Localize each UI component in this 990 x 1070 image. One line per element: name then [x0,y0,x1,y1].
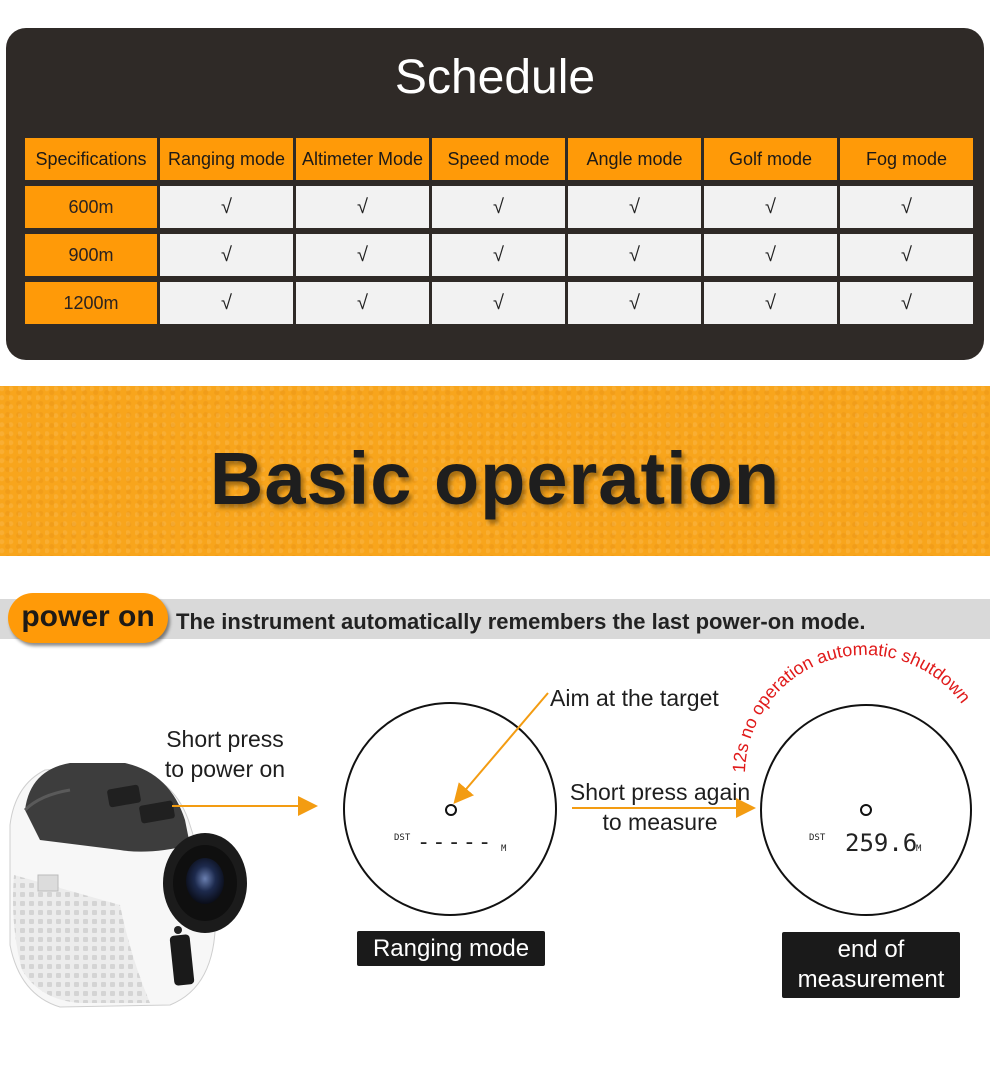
unit-indicator: M [501,844,507,854]
header-golf-mode: Golf mode [704,138,837,180]
check-cell: √ [296,282,429,324]
row-label: 600m [25,186,157,228]
check-cell: √ [160,186,293,228]
aim-label: Aim at the target [550,685,719,711]
header-altimeter-mode: Altimeter Mode [296,138,429,180]
short-press-line1: Short press [166,726,284,752]
banner-title: Basic operation [209,437,781,520]
check-cell: √ [840,282,973,324]
ranging-mode-tag: Ranging mode [357,931,545,966]
check-cell: √ [568,282,701,324]
aim-arrow [456,693,548,801]
check-cell: √ [432,234,565,276]
shutdown-label [729,639,975,773]
check-cell: √ [160,234,293,276]
schedule-title: Schedule [394,51,596,104]
power-on-badge: power on [8,593,168,643]
shutdown-label-path: 12s no operation automatic shutdown [728,638,975,774]
unit-indicator: M [916,844,922,854]
distance-readout: ----- [417,830,494,855]
check-cell: √ [160,282,293,324]
check-cell: √ [704,282,837,324]
row-label: 900m [25,234,157,276]
mode-indicator: DST [394,833,411,843]
check-cell: √ [296,186,429,228]
mode-indicator: DST [809,833,826,843]
check-cell: √ [296,234,429,276]
check-cell: √ [704,186,837,228]
check-cell: √ [432,282,565,324]
check-cell: √ [568,234,701,276]
check-cell: √ [568,186,701,228]
power-on-description: The instrument automatically remembers the last power-on mode. [176,609,866,634]
header-fog-mode: Fog mode [840,138,973,180]
distance-readout: 259.6 [845,829,918,857]
end-of-measurement-tag [782,932,960,998]
header-speed-mode: Speed mode [432,138,565,180]
header-specifications: Specifications [25,138,157,180]
check-cell: √ [840,234,973,276]
check-cell: √ [704,234,837,276]
short-press-again-line1: Short press again [569,779,751,805]
short-press-line2: to power on [164,756,286,782]
row-label: 1200m [25,282,157,324]
check-cell: √ [840,186,973,228]
end-tag-line2: measurement [797,966,945,993]
check-cell: √ [432,186,565,228]
header-ranging-mode: Ranging mode [160,138,293,180]
short-press-again-line2: to measure [602,809,718,835]
end-tag-line1: end of [837,936,905,963]
header-angle-mode: Angle mode [568,138,701,180]
